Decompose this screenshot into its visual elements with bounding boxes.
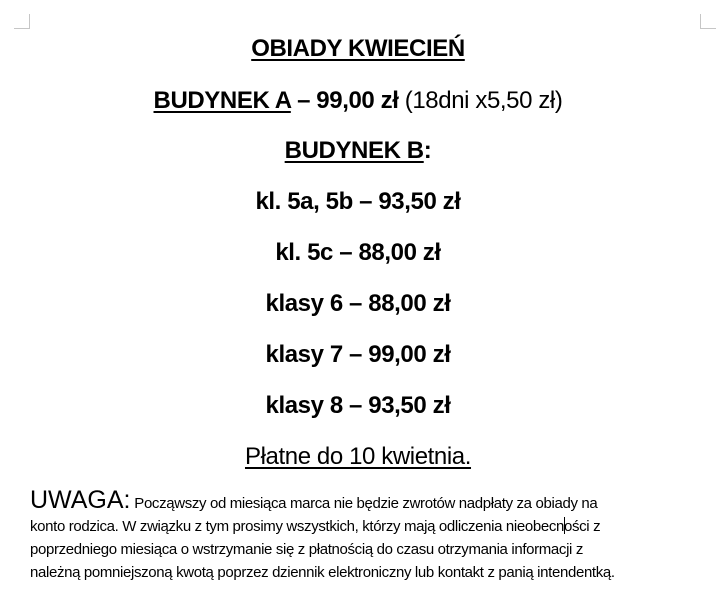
notice-text-1: Począwszy od miesiąca marca nie będzie zwrotów nadpłaty za obiady na bbox=[130, 495, 598, 512]
notice-line-4: należną pomniejszoną kwotą poprzez dziennik elektroniczny lub kontakt z panią intendentką. bbox=[30, 564, 615, 581]
notice-line-3: poprzedniego miesiąca o wstrzymanie się z płatnością do czasu otrzymania informacji z bbox=[30, 541, 584, 558]
notice-paragraph[interactable] bbox=[30, 486, 710, 584]
payment-deadline: Płatne do 10 kwietnia. bbox=[244, 443, 472, 470]
notice-text-2b: ości z bbox=[564, 518, 601, 535]
building-b-colon: : bbox=[423, 137, 432, 164]
notice-line-2 bbox=[30, 515, 710, 538]
payment-deadline-line bbox=[0, 443, 716, 471]
margin-corner-top-right bbox=[700, 14, 716, 29]
building-b-line bbox=[0, 137, 716, 165]
price-line-5c: kl. 5c – 88,00 zł bbox=[275, 239, 441, 266]
notice-line-1 bbox=[30, 486, 710, 515]
price-line-class-8: klasy 8 – 93,50 zł bbox=[265, 392, 451, 419]
building-a-label: BUDYNEK A bbox=[153, 87, 291, 114]
price-line-class-7: klasy 7 – 99,00 zł bbox=[265, 341, 451, 368]
margin-corner-top-left bbox=[14, 14, 30, 29]
building-a-detail: (18dni x5,50 zł) bbox=[398, 87, 563, 114]
building-a-line bbox=[0, 87, 716, 115]
building-a-price: 99,00 zł bbox=[316, 87, 399, 114]
price-line-5ab: kl. 5a, 5b – 93,50 zł bbox=[255, 188, 461, 215]
building-a-separator: – bbox=[290, 87, 317, 114]
notice-text-2a: konto rodzica. W związku z tym prosimy wszystkich, którzy mają odliczenia nieobecn bbox=[30, 518, 564, 535]
price-line-class-6: klasy 6 – 88,00 zł bbox=[265, 290, 451, 317]
document-title: OBIADY KWIECIEŃ bbox=[251, 35, 465, 62]
document-title-line bbox=[0, 35, 716, 63]
building-b-label: BUDYNEK B bbox=[284, 137, 424, 164]
notice-heading: UWAGA: bbox=[30, 486, 131, 514]
